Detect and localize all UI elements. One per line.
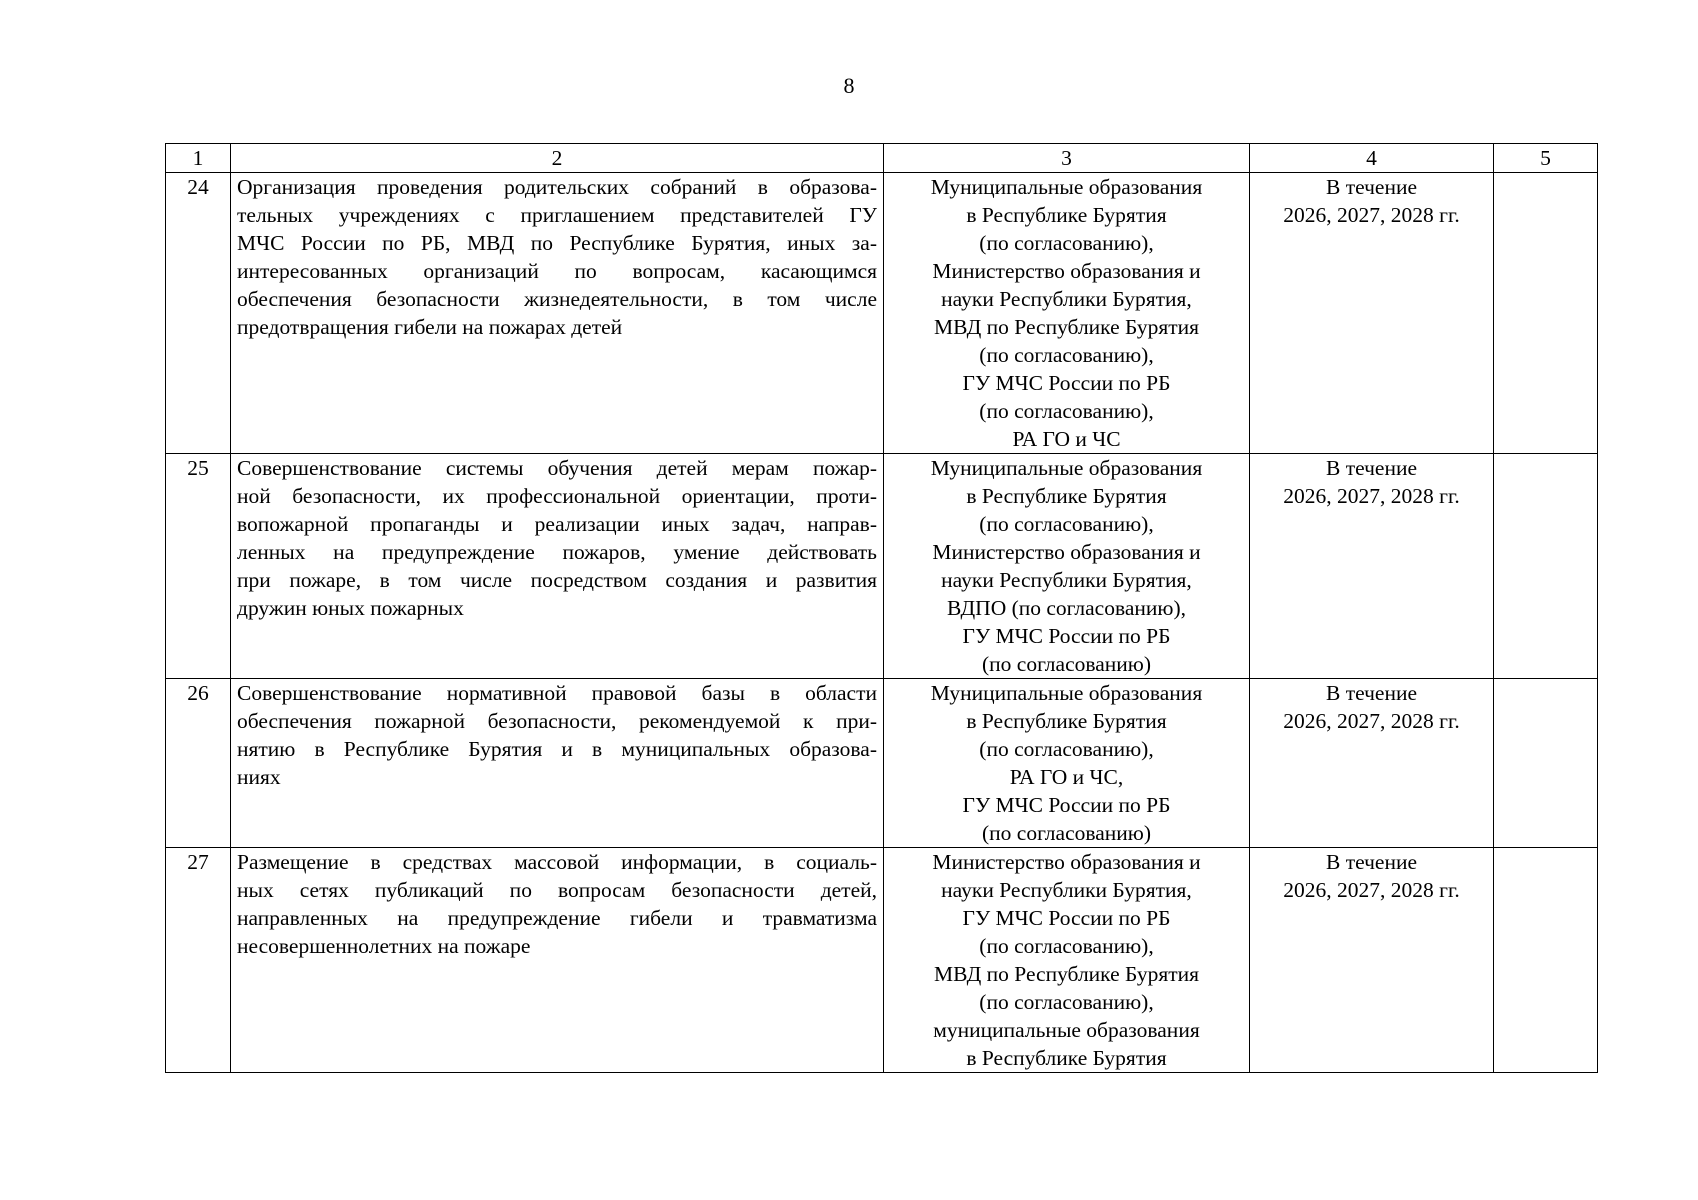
executor-line: МВД по Республике Бурятия [933,962,1200,986]
execution-term [1250,679,1494,848]
responsible-executors [884,679,1250,848]
description-line: дружин юных пожарных [237,596,464,620]
execution-term [1250,173,1494,454]
description-line: обеспечения пожарной безопасности, рекомендуемой к при- [237,709,877,733]
executor-line: Министерство образования и [932,850,1201,874]
table-row [166,454,1598,679]
executor-line: (по согласованию), [979,934,1154,958]
column-header-5: 5 [1494,144,1598,173]
column-header-2: 2 [231,144,884,173]
description-line: ленных на предупреждение пожаров, умение действовать [237,540,877,564]
executor-line: науки Республики Бурятия, [941,878,1192,902]
note-cell [1494,454,1598,679]
executor-line: Министерство образования и [932,540,1201,564]
executor-line: в Республике Бурятия [966,203,1167,227]
executor-line: ВДПО (по согласованию), [946,596,1186,620]
description-line: ной безопасности, их профессиональной ориентации, проти- [237,484,877,508]
description-line: Совершенствование системы обучения детей мерам пожар- [237,456,877,480]
executor-line: МВД по Республике Бурятия [933,315,1200,339]
description-line: ных сетях публикаций по вопросам безопасности детей, [237,878,877,902]
responsible-executors [884,173,1250,454]
term-line: 2026, 2027, 2028 гг. [1283,709,1460,733]
description-line: Совершенствование нормативной правовой базы в области [237,681,877,705]
description-line: нятию в Республике Бурятия и в муниципальных образова- [237,737,877,761]
term-line: В течение [1325,175,1418,199]
executor-line: Муниципальные образования [930,175,1203,199]
executor-line: науки Республики Бурятия, [941,568,1192,592]
execution-term [1250,848,1494,1073]
term-line: В течение [1325,850,1418,874]
execution-term [1250,454,1494,679]
table-row [166,848,1598,1073]
note-cell [1494,848,1598,1073]
executor-line: (по согласованию), [979,512,1154,536]
column-header-1: 1 [166,144,231,173]
measure-description [231,848,884,1073]
column-number-row [166,144,1598,173]
executor-line: (по согласованию), [979,343,1154,367]
description-line: ниях [237,765,281,789]
term-line: В течение [1325,456,1418,480]
column-header-3: 3 [884,144,1250,173]
page-number: 8 [843,73,855,98]
executor-line: в Республике Бурятия [966,1046,1167,1070]
table-row [166,173,1598,454]
description-line: обеспечения безопасности жизнедеятельности, в том числе [237,287,877,311]
term-line: 2026, 2027, 2028 гг. [1283,484,1460,508]
row-number: 27 [166,848,231,1073]
executor-line: Министерство образования и [932,259,1201,283]
executor-line: в Республике Бурятия [966,484,1167,508]
term-line: 2026, 2027, 2028 гг. [1283,203,1460,227]
description-line: интересованных организаций по вопросам, касающимся [237,259,877,283]
executor-line: ГУ МЧС России по РБ [962,624,1171,648]
executor-line: науки Республики Бурятия, [941,287,1192,311]
executor-line: (по согласованию), [979,990,1154,1014]
executor-line: (по согласованию), [979,737,1154,761]
description-line: тельных учреждениях с приглашением представителей ГУ [237,203,877,227]
executor-line: РА ГО и ЧС, [1009,765,1124,789]
responsible-executors [884,454,1250,679]
term-line: В течение [1325,681,1418,705]
description-line: направленных на предупреждение гибели и травматизма [237,906,877,930]
term-line: 2026, 2027, 2028 гг. [1283,878,1460,902]
description-line: Организация проведения родительских собраний в образова- [237,175,877,199]
executor-line: РА ГО и ЧС [1012,427,1121,451]
note-cell [1494,679,1598,848]
executor-line: Муниципальные образования [930,456,1203,480]
measures-table [165,143,1598,1073]
description-line: МЧС России по РБ, МВД по Республике Бурятия, иных за- [237,231,877,255]
executor-line: Муниципальные образования [930,681,1203,705]
column-header-4: 4 [1250,144,1494,173]
measure-description [231,679,884,848]
note-cell [1494,173,1598,454]
row-number: 25 [166,454,231,679]
measure-description [231,173,884,454]
description-line: вопожарной пропаганды и реализации иных задач, направ- [237,512,877,536]
executor-line: (по согласованию) [981,652,1152,676]
executor-line: в Республике Бурятия [966,709,1167,733]
executor-line: (по согласованию), [979,231,1154,255]
executor-line: (по согласованию), [979,399,1154,423]
table-row [166,679,1598,848]
description-line: несовершеннолетних на пожаре [237,934,531,958]
executor-line: муниципальные образования [933,1018,1200,1042]
description-line: предотвращения гибели на пожарах детей [237,315,623,339]
executor-line: ГУ МЧС России по РБ [962,906,1171,930]
measure-description [231,454,884,679]
description-line: Размещение в средствах массовой информации, в социаль- [237,850,877,874]
executor-line: ГУ МЧС России по РБ [962,793,1171,817]
executor-line: ГУ МЧС России по РБ [962,371,1171,395]
row-number: 24 [166,173,231,454]
description-line: при пожаре, в том числе посредством создания и развития [237,568,877,592]
responsible-executors [884,848,1250,1073]
row-number: 26 [166,679,231,848]
executor-line: (по согласованию) [981,821,1152,845]
